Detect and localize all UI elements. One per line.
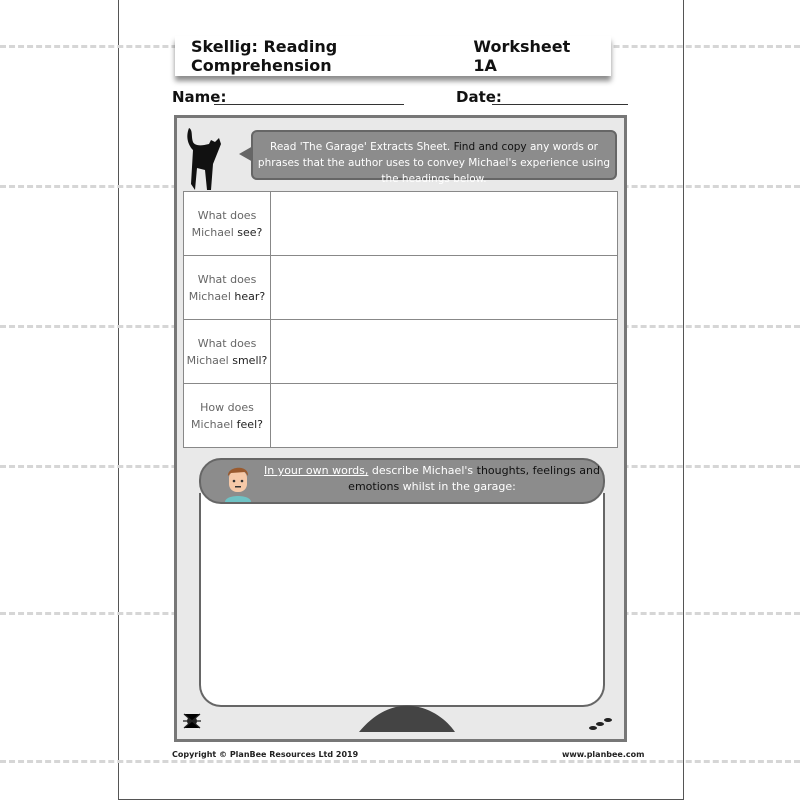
question-text: What does <box>197 208 257 222</box>
date-label: Date: <box>456 88 502 106</box>
title-bar <box>175 36 611 76</box>
question-text: How does <box>200 400 254 414</box>
question-text: Michael <box>191 417 234 431</box>
worksheet-title: Skellig: Reading Comprehension <box>191 37 338 75</box>
question-key: see? <box>237 225 263 239</box>
question-key: smell? <box>232 353 268 367</box>
boy-avatar-icon <box>221 464 255 502</box>
writing-area[interactable] <box>199 493 605 707</box>
website-link[interactable]: www.planbee.com <box>562 750 645 759</box>
question-text: Michael <box>188 289 231 303</box>
prompt-text: describe Michael's <box>368 464 477 477</box>
activity-panel <box>174 115 627 742</box>
date-field[interactable] <box>492 104 628 105</box>
question-text: What does <box>197 272 257 286</box>
prompt-emphasis: In your own words, <box>263 464 369 477</box>
background-pattern <box>0 760 800 763</box>
instruction-emphasis: Find and copy <box>453 141 527 153</box>
instruction-bubble <box>251 130 617 185</box>
table-row <box>184 256 618 320</box>
worksheet-number: Worksheet 1A <box>473 37 571 75</box>
table-row <box>184 192 618 256</box>
question-text: Michael <box>191 225 234 239</box>
answer-cell[interactable] <box>271 192 618 256</box>
soil-mound-image <box>357 700 457 734</box>
beetles-icon <box>587 716 613 732</box>
instruction-text: any words or phrases that the author uses to convey Michael's experience using the headings below. <box>257 141 611 185</box>
copyright-text: Copyright © PlanBee Resources Ltd 2019 <box>172 750 359 759</box>
answer-cell[interactable] <box>271 256 618 320</box>
name-field[interactable] <box>214 104 404 105</box>
question-text: Michael <box>186 353 229 367</box>
cat-icon <box>183 124 227 192</box>
table-row <box>184 384 618 448</box>
table-row <box>184 320 618 384</box>
spider-icon <box>181 710 203 732</box>
question-text: What does <box>197 336 257 350</box>
answer-cell[interactable] <box>271 320 618 384</box>
answer-cell[interactable] <box>271 384 618 448</box>
instruction-text: Read 'The Garage' Extracts Sheet. <box>270 141 454 153</box>
question-key: hear? <box>234 289 266 303</box>
name-label: Name: <box>172 88 227 106</box>
question-key: feel? <box>236 417 263 431</box>
prompt-key: thoughts, feelings and emotions <box>348 464 600 493</box>
prompt-bubble <box>199 458 605 504</box>
response-table <box>183 191 618 448</box>
prompt-text: whilst in the garage: <box>399 480 516 493</box>
